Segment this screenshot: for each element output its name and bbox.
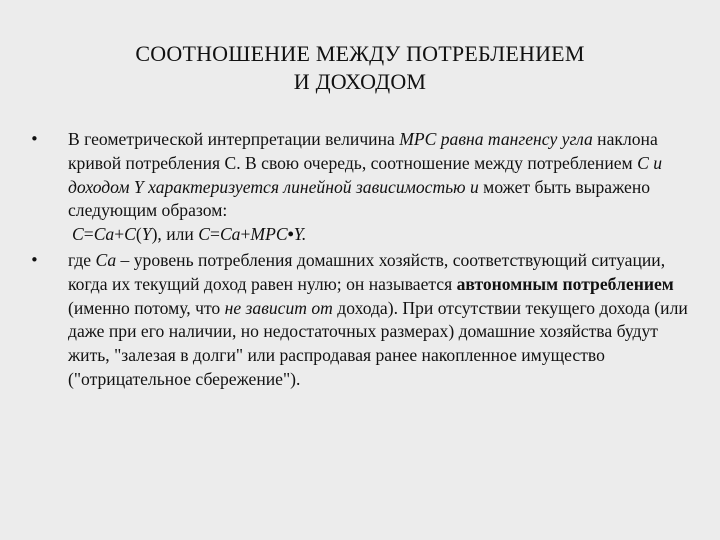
formula-part: = (83, 224, 94, 245)
formula-part: C (198, 224, 210, 245)
formula-part: Ca (93, 224, 115, 245)
consumption-formula (68, 223, 690, 247)
bullet-2-text-d: дохода). При отсутствии текущего дохода (или даже при его наличии, но недостаточных размерах) домашние хозяйства будут жить, "залезая в долги" или распродавая ранее накопленное имущество ("отрицательное сбережение"). (68, 297, 688, 389)
formula-part: Y (293, 224, 302, 245)
bullet-2-text-c: (именно потому, что (68, 297, 225, 318)
formula-part: Ca (219, 224, 241, 245)
bullet-1-italic-linear: С и доходом Y характеризуется линейной зависимостью и (68, 152, 663, 197)
bullet-2-bold-term: автономным потреблением (456, 273, 674, 294)
bullet-marker: • (30, 250, 39, 269)
slide-title (60, 40, 660, 96)
bullet-2-text-b: – уровень потребления домашних хозяйств, соответствующий ситуации, когда их текущий доход равен нулю; он называется (68, 249, 666, 294)
formula-part: + (114, 224, 125, 245)
formula-part: + (240, 224, 251, 245)
bullet-item-2 (30, 249, 690, 392)
formula-part: ( (135, 224, 142, 245)
formula-part: • (287, 224, 294, 245)
bullet-1-italic-mpc: MPC равна тангенсу угла (399, 129, 593, 149)
bullet-2-italic-ca: Са (95, 249, 117, 270)
title-line-2: И ДОХОДОМ (293, 69, 427, 94)
bullet-1-text-b: наклона кривой потребления С. В свою очередь, соотношение между потреблением (68, 129, 658, 173)
bullet-marker: • (30, 130, 39, 148)
slide-body (30, 128, 690, 392)
title-line-1: СООТНОШЕНИЕ МЕЖДУ ПОТРЕБЛЕНИЕМ (135, 41, 585, 66)
bullet-1-text-c: может быть выражено следующим образом: (68, 176, 651, 221)
formula-part: C (72, 224, 84, 245)
formula-part: MPC (250, 224, 288, 245)
formula-part: = (210, 224, 220, 245)
formula-part: C (124, 224, 136, 245)
bullet-1-text-a: В геометрической интерпретации величина (68, 129, 400, 149)
formula-part: Y (141, 224, 152, 245)
formula-part: . (301, 224, 307, 245)
formula-part: ), или (151, 224, 199, 245)
bullet-item-1 (30, 128, 690, 247)
bullet-2-italic-independent: не зависит от (224, 297, 333, 318)
bullet-2-text-a: где (68, 249, 96, 270)
